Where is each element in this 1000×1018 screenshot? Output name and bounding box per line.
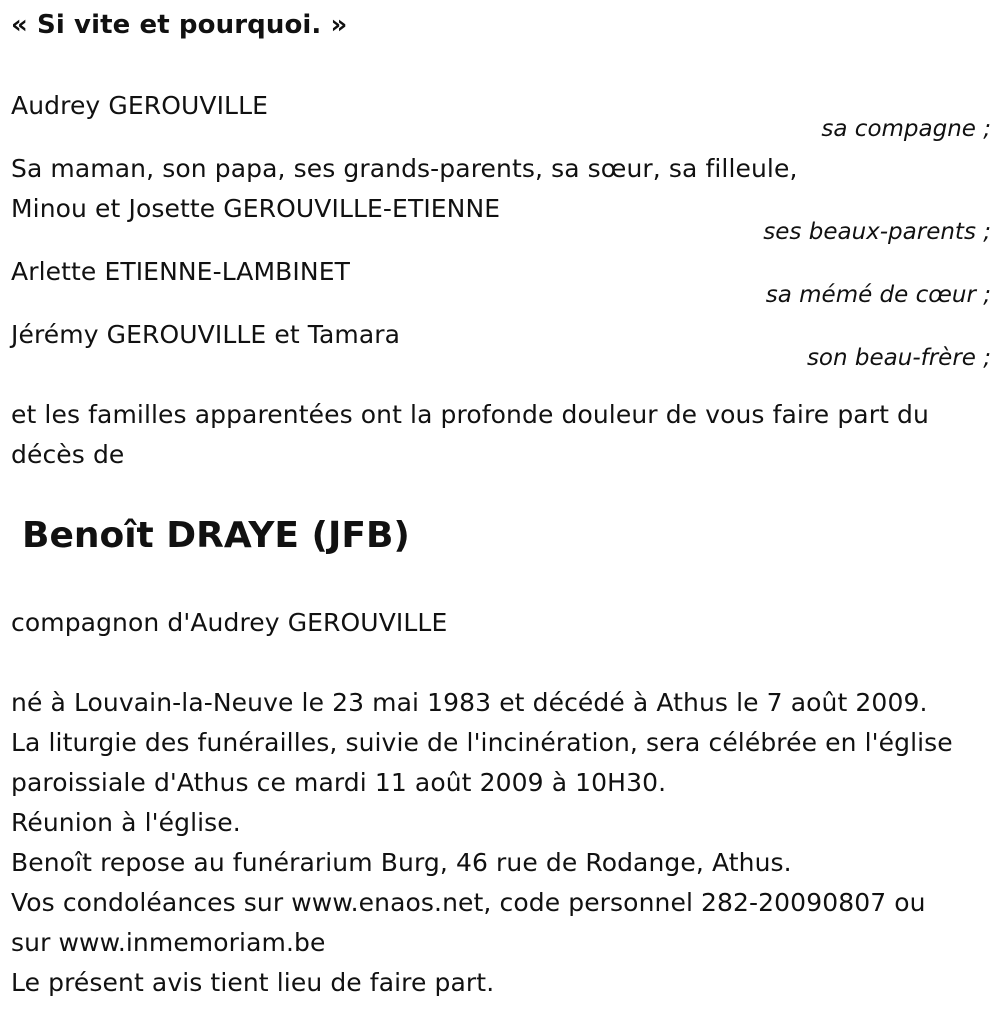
detail-line: Vos condoléances sur www.enaos.net, code personnel 282-20090807 ou — [11, 888, 926, 917]
mourner-relation: sa mémé de cœur ; — [765, 282, 991, 308]
mourner-relation: son beau-frère ; — [806, 345, 991, 371]
mourner-relation: ses beaux-parents ; — [763, 219, 991, 245]
detail-line: Réunion à l'église. — [11, 808, 241, 837]
mourner-name: Arlette ETIENNE-LAMBINET — [11, 257, 350, 286]
detail-line: sur www.inmemoriam.be — [11, 928, 326, 957]
announcement-text: décès de — [11, 440, 125, 469]
notice-motto: « Si vite et pourquoi. » — [11, 10, 348, 40]
deceased-subtitle: compagnon d'Audrey GEROUVILLE — [11, 608, 448, 637]
detail-line: La liturgie des funérailles, suivie de l'incinération, sera célébrée en l'église — [11, 728, 953, 757]
detail-line: Le présent avis tient lieu de faire part. — [11, 968, 495, 997]
mourner-name: Minou et Josette GEROUVILLE-ETIENNE — [11, 194, 501, 223]
announcement-text: et les familles apparentées ont la profonde douleur de vous faire part du — [11, 400, 929, 429]
detail-line: paroissiale d'Athus ce mardi 11 août 2009 à 10H30. — [11, 768, 667, 797]
detail-line: Benoît repose au funérarium Burg, 46 rue de Rodange, Athus. — [11, 848, 792, 877]
deceased-name: Benoît DRAYE (JFB) — [22, 515, 410, 556]
mourner-name: Sa maman, son papa, ses grands-parents, sa sœur, sa filleule, — [11, 154, 798, 183]
detail-line: né à Louvain-la-Neuve le 23 mai 1983 et décédé à Athus le 7 août 2009. — [11, 688, 928, 717]
mourner-name: Audrey GEROUVILLE — [11, 91, 269, 120]
mourner-relation: sa compagne ; — [821, 116, 991, 142]
mourner-name: Jérémy GEROUVILLE et Tamara — [11, 320, 401, 349]
